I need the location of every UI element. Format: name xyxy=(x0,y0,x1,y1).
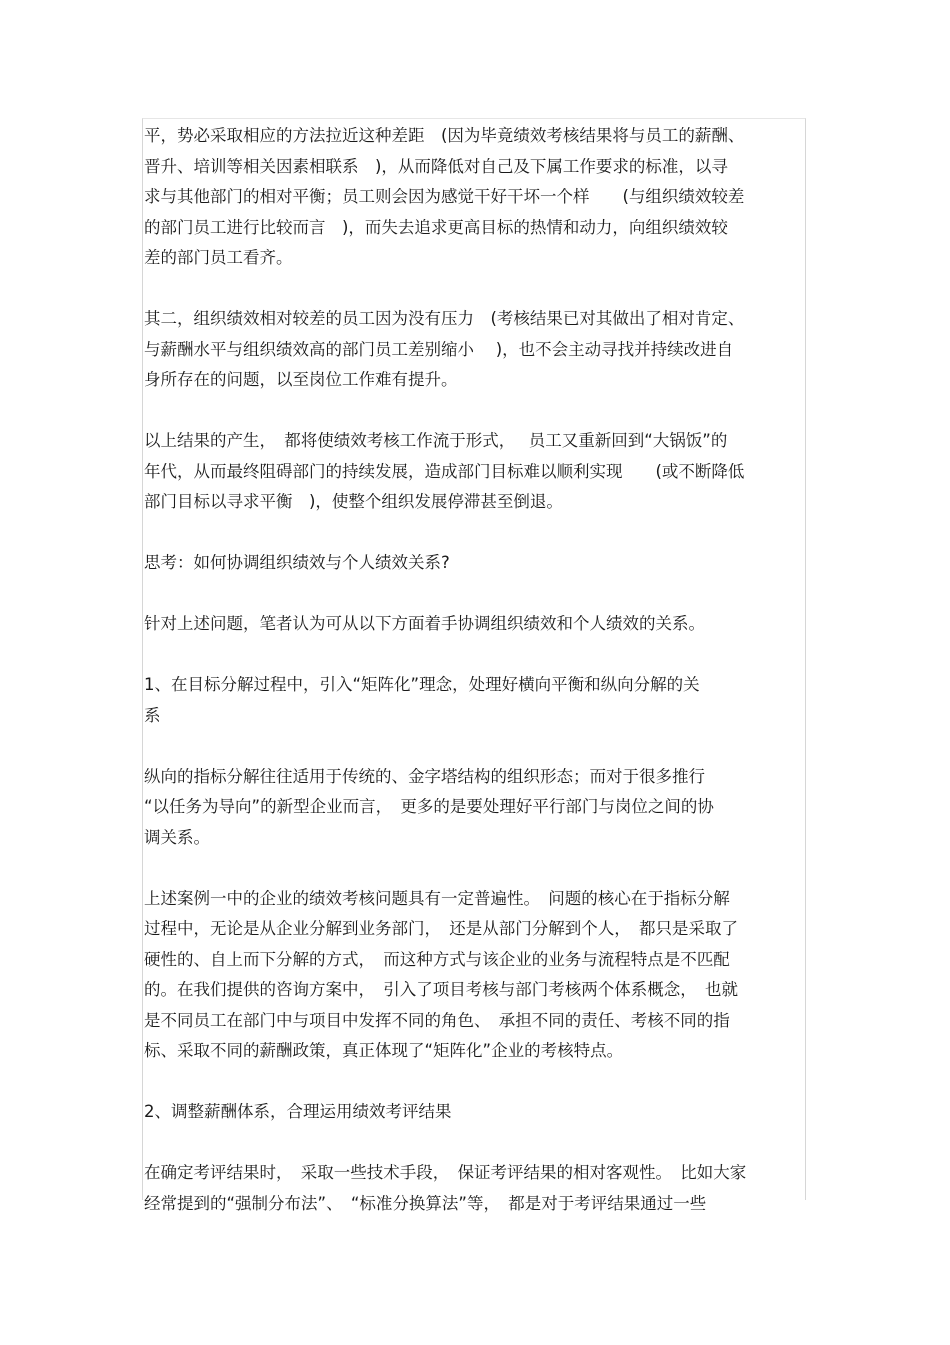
text-line: 经常提到的“强制分布法”、 “标准分换算法”等， 都是对于考评结果通过一些 xyxy=(144,1193,707,1213)
text-line: 在确定考评结果时， 采取一些技术手段， 保证考评结果的相对客观性。 比如大家 xyxy=(144,1163,747,1182)
text-line: 晋升、培训等相关因素相联系 )，从而降低对自己及下属工作要求的标准，以寻 xyxy=(144,156,728,176)
text-line: 身所存在的问题，以至岗位工作难有提升。 xyxy=(144,370,458,389)
text-line: 系 xyxy=(144,705,161,725)
text-line: 针对上述问题，笔者认为可从以下方面着手协调组织绩效和个人绩效的关系。 xyxy=(144,614,705,633)
text-line: 差的部门员工看齐。 xyxy=(144,248,293,267)
text-line: 部门目标以寻求平衡 )，使整个组织发展停滞甚至倒退。 xyxy=(144,492,563,511)
text-line: 上述案例一中的企业的绩效考核问题具有一定普遍性。 问题的核心在于指标分解 xyxy=(144,888,730,908)
text-line: 年代，从而最终阻碍部门的持续发展，造成部门目标难以顺利实现 (或不断降低 xyxy=(144,461,745,481)
paragraph xyxy=(144,548,806,579)
paragraph xyxy=(144,670,806,731)
text-line: 纵向的指标分解往往适用于传统的、金字塔结构的组织形态；而对于很多推行 xyxy=(144,766,705,786)
text-line: 是不同员工在部门中与项目中发挥不同的角色、 承担不同的责任、考核不同的指 xyxy=(144,1010,730,1030)
text-line: 的部门员工进行比较而言 )，而失去追求更高目标的热情和动力，向组织绩效较 xyxy=(144,217,728,237)
text-line: 以上结果的产生， 都将使绩效考核工作流于形式， 员工又重新回到“大锅饭”的 xyxy=(144,431,728,450)
text-line: “以任务为导向”的新型企业而言， 更多的是要处理好平行部门与岗位之间的协 xyxy=(144,797,714,816)
paragraph xyxy=(144,304,806,396)
text-line: 过程中，无论是从企业分解到业务部门， 还是从部门分解到个人， 都只是采取了 xyxy=(144,919,738,938)
text-line: 2、调整薪酬体系，合理运用绩效考评结果 xyxy=(144,1102,452,1121)
paragraph xyxy=(144,1097,806,1128)
paragraph xyxy=(144,121,806,274)
paragraph xyxy=(144,609,806,640)
text-line: 调关系。 xyxy=(144,827,210,847)
document-body xyxy=(144,121,806,1250)
text-line: 平，势必采取相应的方法拉近这种差距 (因为毕竟绩效考核结果将与员工的薪酬、 xyxy=(144,126,745,145)
paragraph xyxy=(144,426,806,518)
text-line: 标、采取不同的薪酬政策，真正体现了“矩阵化”企业的考核特点。 xyxy=(144,1041,624,1060)
text-line: 硬性的、自上而下分解的方式， 而这种方式与该企业的业务与流程特点是不匹配 xyxy=(144,949,730,969)
text-line: 思考：如何协调组织绩效与个人绩效关系? xyxy=(144,553,450,572)
paragraph xyxy=(144,762,806,854)
text-line: 1、在目标分解过程中，引入“矩阵化”理念，处理好横向平衡和纵向分解的关 xyxy=(144,675,700,694)
text-line: 其二，组织绩效相对较差的员工因为没有压力 (考核结果已对其做出了相对肯定、 xyxy=(144,309,745,328)
text-line: 求与其他部门的相对平衡；员工则会因为感觉干好干坏一个样 (与组织绩效较差 xyxy=(144,187,745,206)
paragraph xyxy=(144,884,806,1067)
text-line: 与薪酬水平与组织绩效高的部门员工差别缩小 )，也不会主动寻找并持续改进自 xyxy=(144,339,734,359)
paragraph xyxy=(144,1158,806,1219)
text-line: 的。在我们提供的咨询方案中， 引入了项目考核与部门考核两个体系概念， 也就 xyxy=(144,980,738,999)
